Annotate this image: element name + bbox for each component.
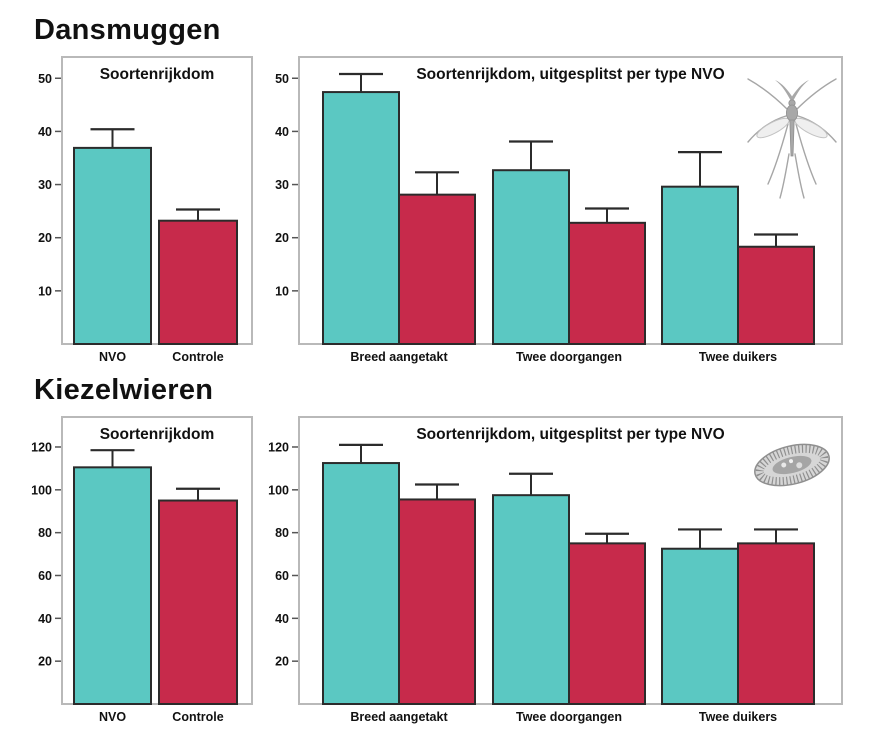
bar-nvo bbox=[323, 92, 399, 344]
category-label: Twee doorgangen bbox=[515, 350, 623, 364]
diatom-illustration-icon bbox=[744, 434, 840, 496]
category-label: Breed aangetakt bbox=[350, 350, 448, 364]
y-tick-label: 20 bbox=[275, 231, 289, 246]
category-label: Controle bbox=[172, 710, 224, 724]
bar-controle bbox=[159, 221, 237, 344]
bar-controle bbox=[738, 543, 814, 704]
y-tick-label: 10 bbox=[38, 284, 52, 299]
y-tick-label: 50 bbox=[38, 71, 52, 86]
bar-nvo bbox=[323, 463, 399, 704]
y-tick-label: 20 bbox=[275, 654, 289, 669]
chart-kiezelwieren-overall bbox=[14, 413, 260, 731]
category-label: Breed aangetakt bbox=[350, 710, 448, 724]
y-tick-label: 100 bbox=[268, 483, 289, 498]
category-label: Twee duikers bbox=[698, 710, 778, 724]
bar-controle bbox=[399, 499, 475, 704]
y-tick-label: 60 bbox=[275, 568, 289, 583]
category-label: Controle bbox=[172, 350, 224, 364]
bar-nvo bbox=[662, 187, 738, 344]
midge-illustration-icon bbox=[742, 76, 842, 206]
category-label: NVO bbox=[98, 710, 127, 724]
category-label: Twee duikers bbox=[698, 350, 778, 364]
y-tick-label: 40 bbox=[275, 611, 289, 626]
section-heading-dansmuggen: Dansmuggen bbox=[34, 14, 221, 46]
y-tick-label: 20 bbox=[38, 231, 52, 246]
y-tick-label: 100 bbox=[31, 483, 52, 498]
bar-controle bbox=[569, 223, 645, 344]
y-tick-label: 80 bbox=[275, 526, 289, 541]
y-tick-label: 10 bbox=[275, 284, 289, 299]
y-tick-label: 40 bbox=[38, 124, 52, 139]
chart-title: Soortenrijkdom bbox=[99, 66, 215, 83]
bar-controle bbox=[399, 195, 475, 344]
y-tick-label: 30 bbox=[38, 178, 52, 193]
y-tick-label: 50 bbox=[275, 71, 289, 86]
chart-title: Soortenrijkdom bbox=[99, 426, 215, 443]
bar-controle bbox=[159, 501, 237, 704]
bar-nvo bbox=[662, 549, 738, 704]
bar-nvo bbox=[74, 467, 151, 704]
y-tick-label: 80 bbox=[38, 526, 52, 541]
y-tick-label: 40 bbox=[38, 611, 52, 626]
bar-controle bbox=[569, 543, 645, 704]
y-tick-label: 30 bbox=[275, 178, 289, 193]
bar-nvo bbox=[74, 148, 151, 344]
bar-nvo bbox=[493, 495, 569, 704]
y-tick-label: 20 bbox=[38, 654, 52, 669]
y-tick-label: 120 bbox=[31, 440, 52, 455]
chart-title: Soortenrijkdom, uitgesplitst per type NVO bbox=[416, 66, 725, 83]
y-tick-label: 60 bbox=[38, 568, 52, 583]
chart-title: Soortenrijkdom, uitgesplitst per type NVO bbox=[416, 426, 725, 443]
y-tick-label: 40 bbox=[275, 124, 289, 139]
category-label: NVO bbox=[98, 350, 127, 364]
category-label: Twee doorgangen bbox=[515, 710, 623, 724]
bar-controle bbox=[738, 247, 814, 344]
y-tick-label: 120 bbox=[268, 440, 289, 455]
bar-nvo bbox=[493, 170, 569, 344]
section-heading-kiezelwieren: Kiezelwieren bbox=[34, 374, 214, 406]
chart-dansmuggen-overall bbox=[14, 53, 260, 371]
